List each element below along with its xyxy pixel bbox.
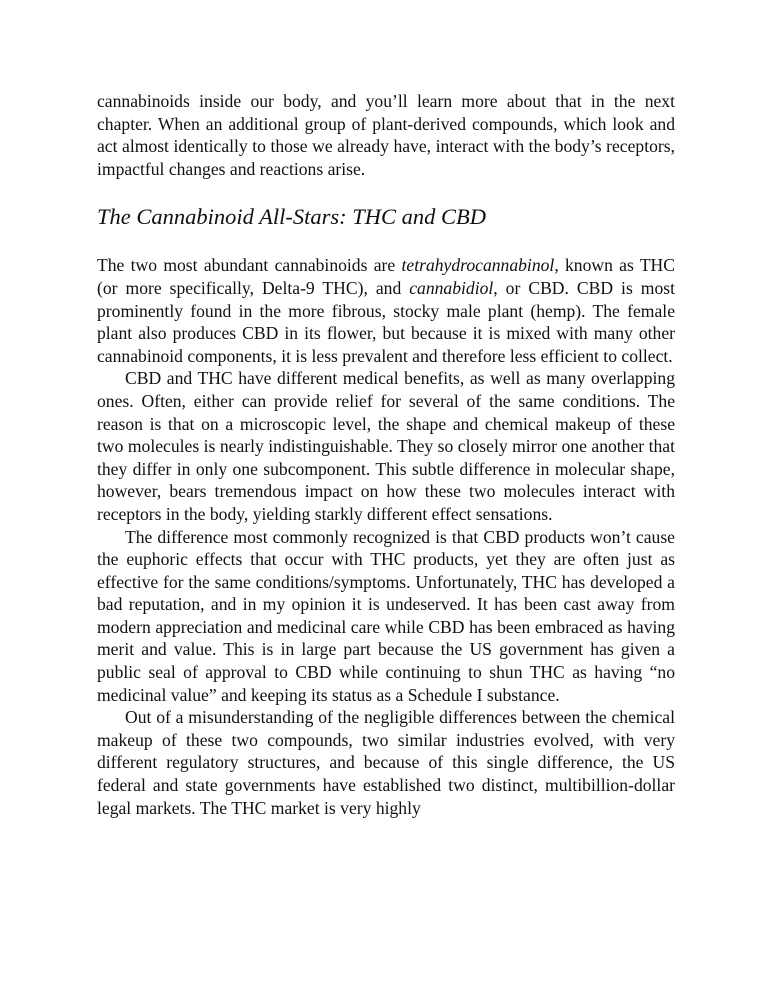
term-tetrahydrocannabinol: tetrahydrocannabinol [401,255,555,276]
paragraph-text: , known as THC (or more specifically, Delta-9 THC), and [97,255,676,298]
term-cannabidiol: cannabidiol [409,277,494,298]
paragraph-medical-benefits: CBD and THC have different medical benefits, as well as many overlapping ones. Often, either can provide relief for several of the same conditions. The reason is that on a microscopic level, the shape and chemical makeup of these two molecules is nearly indistinguishable. They so closely mirror one another that they differ in only one subcomponent. This subtle difference in molecular shape, however, bears tremendous impact on how these two molecules interact with receptors in the body, yielding starkly different effect sensations. [97,368,675,524]
paragraph-cannabinoids-intro [97,254,675,367]
page-body [97,90,675,819]
section-heading: The Cannabinoid All-Stars: THC and CBD [97,204,486,230]
paragraph-reputation: The difference most commonly recognized is that CBD products won’t cause the euphoric effects that occur with THC products, yet they are often just as effective for the same conditions/symptoms. Unfortunately, THC has developed a bad reputation, and in my opinion it is undeserved. It has been cast away from modern appreciation and medicinal care while CBD has been embraced as having merit and value. This is in large part because the US government has given a public seal of approval to CBD while continuing to shun THC as having “no medicinal value” and keeping its status as a Schedule I substance. [97,526,675,705]
paragraph-markets: Out of a misunderstanding of the negligible differences between the chemical makeup of these two compounds, two similar industries evolved, with very different regulatory structures, and because of this single difference, the US federal and state governments have established two distinct, multibillion-dollar legal markets. The THC market is very highly [97,707,675,818]
paragraph-text: The two most abundant cannabinoids are [97,255,402,276]
paragraph-continued: cannabinoids inside our body, and you’ll learn more about that in the next chapter. When an additional group of plant-derived compounds, which look and act almost identically to those we already have, interact with the body’s receptors, impactful changes and reactions arise. [97,91,675,179]
paragraph-text: , or CBD. CBD is most prominently found in the more fibrous, stocky male plant (hemp). The female plant also produces CBD in its flower, but because it is mixed with many other cannabinoid components, it is less prevalent and therefore less efficient to collect. [97,277,675,366]
